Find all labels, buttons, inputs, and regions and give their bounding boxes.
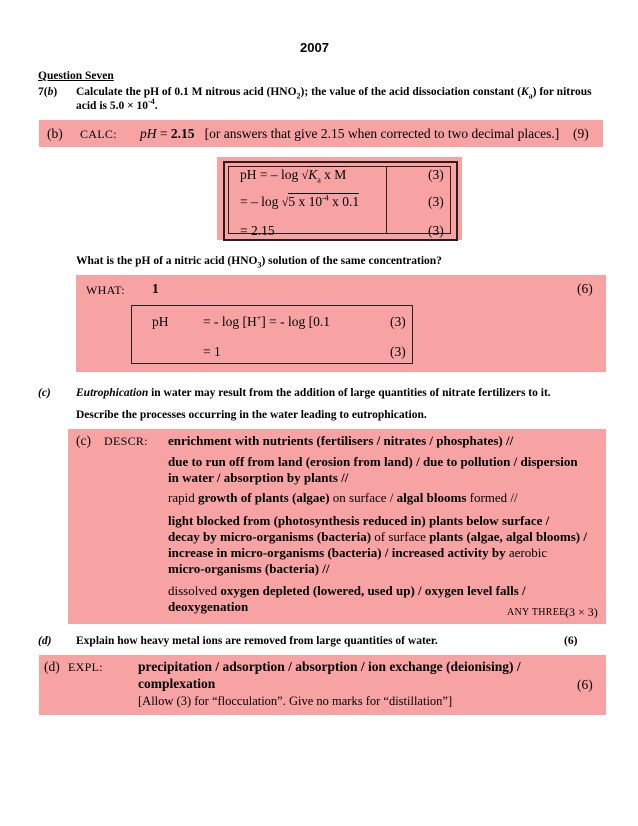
what-row-2-marks: (3) bbox=[390, 344, 406, 359]
calc-mark-1: (3) bbox=[428, 167, 444, 182]
answer-c-p2a: due to run off from land (erosion from land) / due to pollution / dispersion bbox=[168, 454, 578, 469]
q7d-label-text: (d) bbox=[38, 635, 52, 647]
answer-b-note: [or answers that give 2.15 when corrected to two decimal places.] bbox=[204, 126, 560, 141]
answer-c-marks: (3 × 3) bbox=[565, 605, 598, 619]
calc-row-2-sup: -4 bbox=[322, 193, 329, 203]
calc-row-1: pH = – $\log √K_a$ x M bbox=[240, 167, 347, 185]
answer-c-p5a-2: oxygen depleted (lowered, used up) / oxygen level falls / bbox=[220, 583, 526, 598]
q7b-line2: acid is 5.0 × 10 bbox=[76, 100, 149, 112]
answer-d-label: (d) bbox=[44, 659, 60, 674]
answer-c-p4d: micro-organisms (bacteria) // bbox=[168, 561, 330, 576]
answer-c-p3a: rapid bbox=[168, 490, 198, 505]
calc-row-1-ksub: a bbox=[317, 175, 321, 185]
answer-c-point-3 bbox=[168, 489, 600, 513]
q-nitric-text bbox=[76, 254, 442, 268]
q7b-num: 7( bbox=[38, 86, 48, 98]
answer-what-label: WHAT: bbox=[86, 283, 125, 297]
answer-c-descr-label: DESCR: bbox=[104, 434, 148, 448]
answer-c-point-4 bbox=[168, 513, 600, 583]
q7c-text bbox=[76, 386, 551, 400]
calc-mark-2: (3) bbox=[428, 194, 444, 209]
answer-c-p4c-2: aerobic bbox=[508, 545, 548, 560]
calc-row-1-k: K bbox=[308, 167, 318, 182]
q7c-line2: Describe the processes occurring in the water leading to eutrophication. bbox=[76, 409, 427, 421]
answer-c-label: (c) bbox=[76, 433, 91, 448]
q7c-label bbox=[38, 386, 51, 400]
q7b-sub: 2 bbox=[296, 91, 301, 101]
answer-c-p4a: light blocked from (photosynthesis reduced in) plants below surface / bbox=[168, 513, 550, 528]
calc-row-1-m: x M bbox=[320, 167, 347, 182]
q7b-number bbox=[38, 85, 57, 99]
answer-c-p3e: formed // bbox=[466, 490, 518, 505]
answer-d-line-2: complexation bbox=[138, 676, 216, 691]
answer-b-line bbox=[140, 125, 559, 142]
q7b-ksub: a bbox=[528, 91, 533, 101]
answer-c-body bbox=[168, 432, 600, 615]
calc-row-1-a: pH = – log bbox=[240, 167, 302, 182]
answer-c-p1: enrichment with nutrients (fertilisers / nitrates / phosphates) // bbox=[168, 433, 514, 448]
answer-c-p3b: growth of plants (algae) bbox=[197, 490, 330, 505]
q7c-emph: Eutrophication bbox=[76, 387, 149, 399]
q7b-letter: b bbox=[47, 86, 54, 98]
answer-d-line-3: [Allow (3) for “flocculation”. Give no marks for “distillation”] bbox=[138, 694, 453, 708]
what-row-1-sup: + bbox=[256, 313, 262, 323]
what-row-1-a: = - log [H bbox=[203, 314, 257, 329]
calc-row-2: = – log √5 x $10^{-4}$ x 0.1 bbox=[240, 193, 360, 209]
answer-c-p2b: in water / absorption by plants // bbox=[168, 470, 349, 485]
what-row-1 bbox=[203, 313, 330, 330]
answer-c-p4b-2: of surface bbox=[374, 529, 430, 544]
q7b-text-1: Calculate the pH of 0.1 M nitrous acid (HNO bbox=[76, 86, 297, 98]
answer-what-value: 1 bbox=[152, 281, 159, 296]
calc-box-divider bbox=[386, 166, 387, 233]
what-row-1-ph: pH bbox=[152, 314, 169, 329]
what-row-1-marks: (3) bbox=[390, 314, 406, 329]
calc-row-3: = 2.15 bbox=[240, 223, 275, 238]
answer-c-point-2 bbox=[168, 454, 600, 489]
q7b-k: K bbox=[520, 86, 529, 98]
answer-d-body bbox=[138, 658, 521, 710]
answer-d-expl-label: EXPL: bbox=[68, 660, 103, 674]
q7d-marks: (6) bbox=[564, 635, 578, 647]
q-nitric-sub: 3 bbox=[257, 260, 262, 270]
calc-row-2-d: x 0.1 bbox=[328, 194, 360, 209]
calc-row-2-b: 5 x 10 bbox=[288, 194, 323, 209]
q7c-label-text: (c) bbox=[38, 387, 51, 399]
q7b-text-3: ) for nitrous bbox=[532, 86, 592, 98]
q7c-text-rest: in water may result from the addition of large quantities of nitrate fertilizers to it. bbox=[148, 387, 551, 399]
answer-c-p3c: on surface / bbox=[329, 490, 397, 505]
question-title: Question Seven bbox=[38, 70, 114, 82]
calc-mark-3: (3) bbox=[428, 223, 444, 238]
q7b-text bbox=[76, 85, 606, 113]
q7b-text-2: ); the value of the acid dissociation constant ( bbox=[300, 86, 521, 98]
year-heading: 2007 bbox=[300, 40, 329, 55]
answer-c-p4b-3: plants (algae, algal blooms) / bbox=[429, 529, 587, 544]
answer-c-p4b-1: decay by micro-organisms (bacteria) bbox=[168, 529, 375, 544]
answer-what-marks: (6) bbox=[577, 281, 593, 296]
q7b-line2-end: . bbox=[154, 100, 158, 112]
answer-d-line-1: precipitation / adsorption / absorption / ion exchange (deionising) / bbox=[138, 659, 521, 674]
q-nitric-1: What is the pH of a nitric acid (HNO bbox=[76, 255, 258, 267]
answer-c-p4c: increase in micro-organisms (bacteria) / increased activity by bbox=[168, 545, 509, 560]
what-row-2: = 1 bbox=[203, 344, 221, 359]
q7d-label bbox=[38, 634, 51, 648]
answer-c-p3d: algal blooms bbox=[396, 490, 467, 505]
answer-c-any-three: ANY THREE: bbox=[507, 607, 569, 618]
q7b-num-close: ) bbox=[53, 86, 58, 98]
q-nitric-2: ) solution of the same concentration? bbox=[261, 255, 442, 267]
answer-b-label: (b) bbox=[47, 126, 63, 141]
answer-b-ph: pH bbox=[140, 126, 157, 141]
q7d-text: Explain how heavy metal ions are removed from large quantities of water. bbox=[76, 635, 438, 647]
calc-row-2-a: = – log bbox=[240, 194, 282, 209]
answer-d-marks: (6) bbox=[577, 677, 593, 692]
what-row-1-b: ] = - log [0.1 bbox=[261, 314, 330, 329]
answer-b-value: 2.15 bbox=[170, 126, 195, 141]
q7b-sup: -4 bbox=[148, 97, 155, 107]
answer-c-p5a-1: dissolved bbox=[168, 583, 221, 598]
answer-b-eq: = bbox=[156, 126, 171, 141]
answer-c-point-1 bbox=[168, 432, 600, 454]
answer-b-marks: (9) bbox=[573, 126, 589, 141]
answer-b-calc-label: CALC: bbox=[80, 127, 117, 141]
answer-c-p5b: deoxygenation bbox=[168, 599, 249, 614]
